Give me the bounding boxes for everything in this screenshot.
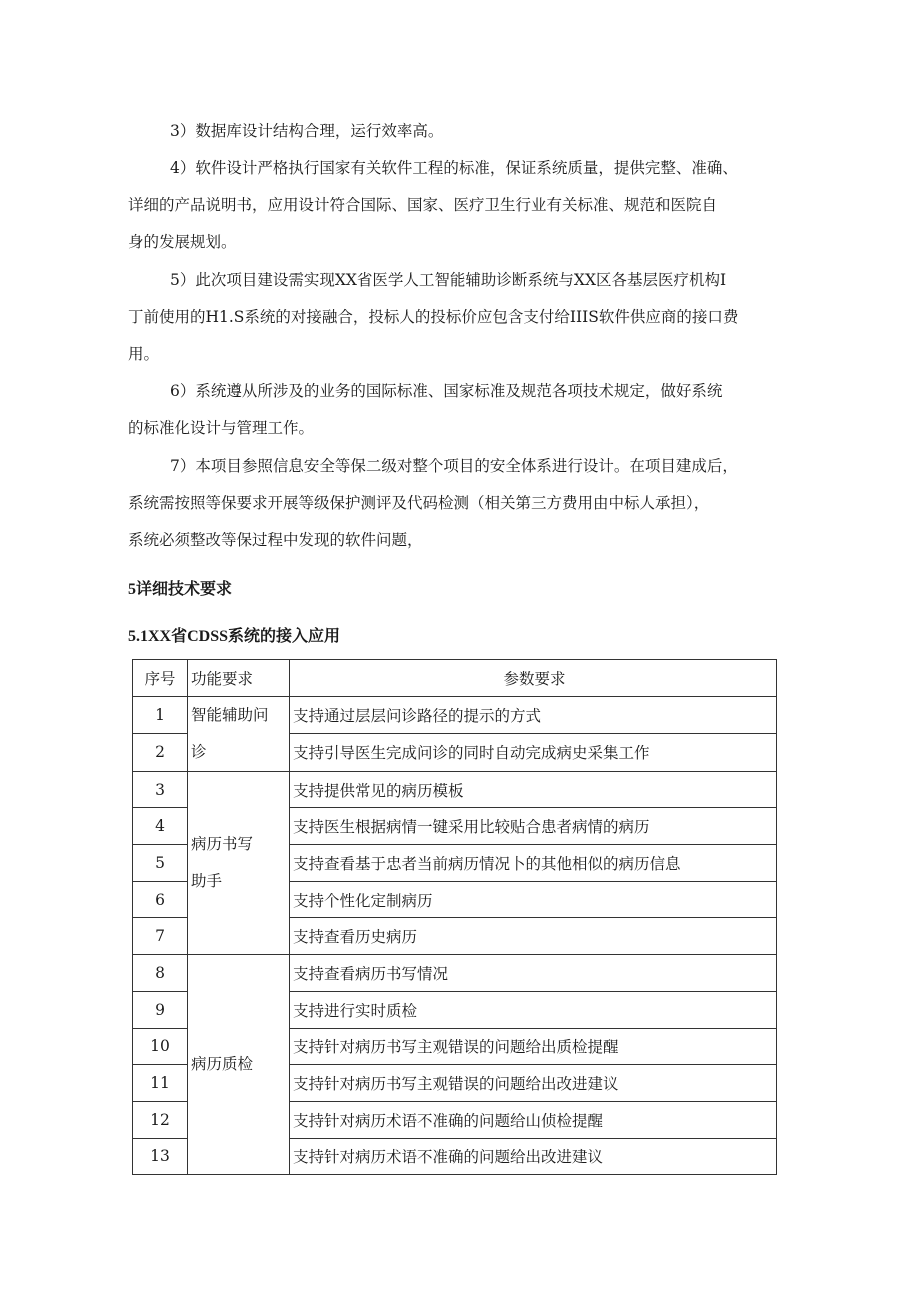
paragraph-line: 身的发展规划。 xyxy=(128,233,237,251)
row-parameter: 支持引导医生完成问诊的同时自动完成病史采集工作 xyxy=(290,734,777,772)
paragraph-line: 5）此次项目建设需实现XX省医学人工智能辅助诊断系统与XX区各基层医疗机构I xyxy=(170,271,727,289)
function-cell xyxy=(188,696,290,771)
function-cell xyxy=(188,771,290,954)
table-header-row xyxy=(133,660,777,697)
table-row xyxy=(133,696,777,734)
row-parameter: 支持针对病历书写主观错误的问题给出改进建议 xyxy=(290,1065,777,1102)
row-parameter: 支持针对病历书写主观错误的问题给出质检提醒 xyxy=(290,1028,777,1065)
row-parameter: 支持通过层层问诊路径的提示的方式 xyxy=(290,696,777,734)
function-line: 病历书写 xyxy=(191,834,254,853)
paragraph-item-4 xyxy=(128,150,788,261)
row-number: 13 xyxy=(133,1138,188,1175)
row-parameter: 支持个性化定制病历 xyxy=(290,881,777,918)
requirements-table xyxy=(132,659,777,1175)
row-parameter: 支持医生根据病情一键采用比较贴合患者病情的病历 xyxy=(290,808,777,845)
row-number: 4 xyxy=(133,808,188,845)
paragraph-line: 系统需按照等保要求开展等级保护测评及代码检测（相关第三方费用由中标人承担）， xyxy=(128,494,710,512)
paragraph-line: 详细的产品说明书，应用设计符合国际、国家、医疗卫生行业有关标准、规范和医院自 xyxy=(128,196,718,214)
paragraph-line: 系统必须整改等保过程中发现的软件问题， xyxy=(128,531,423,549)
subsection-title: 系统的接入应用 xyxy=(228,626,341,645)
row-number: 6 xyxy=(133,881,188,918)
subsection-code: CDSS xyxy=(187,628,229,645)
subsection-heading xyxy=(128,623,340,646)
function-line: 诊 xyxy=(191,742,207,761)
paragraph-line: 4）软件设计严格执行国家有关软件工程的标准，保证系统质量，提供完整、准确、 xyxy=(170,159,738,177)
subsection-number: 5.1XX xyxy=(128,628,172,645)
row-number: 9 xyxy=(133,991,188,1028)
function-line: 智能辅助问 xyxy=(191,705,269,724)
paragraph-item-3 xyxy=(128,113,788,150)
row-parameter: 支持查看历史病历 xyxy=(290,918,777,955)
row-parameter: 支持针对病历术语不准确的问题给出改进建议 xyxy=(290,1138,777,1175)
header-number: 序号 xyxy=(133,660,188,697)
paragraph-item-7 xyxy=(128,448,788,559)
table-row xyxy=(133,955,777,992)
header-function: 功能要求 xyxy=(188,660,290,697)
row-number: 12 xyxy=(133,1101,188,1138)
row-parameter: 支持针对病历术语不准确的问题给山侦检提醒 xyxy=(290,1101,777,1138)
row-number: 5 xyxy=(133,845,188,882)
row-parameter: 支持查看基于忠者当前病历情况卜的其他相似的病历信息 xyxy=(290,845,777,882)
row-parameter: 支持提供常见的病历模板 xyxy=(290,771,777,808)
section-heading xyxy=(128,576,232,599)
section-title: 详细技术要求 xyxy=(136,579,233,598)
function-cell xyxy=(188,955,290,1175)
paragraph-line: 7）本项目参照信息安全等保二级对整个项目的安全体系进行设计。在项目建成后， xyxy=(170,457,738,475)
row-number: 11 xyxy=(133,1065,188,1102)
paragraph-line: 丁前使用的H1.S系统的对接融合，投标人的投标价应包含支付给IIIS软件供应商的接口费 xyxy=(128,308,739,326)
function-line: 助手 xyxy=(191,871,223,890)
row-number: 1 xyxy=(133,696,188,734)
subsection-mid: 省 xyxy=(171,626,188,645)
paragraph-line: 6）系统遵从所涉及的业务的国际标准、国家标准及规范各项技术规定，做好系统 xyxy=(170,382,723,400)
row-number: 3 xyxy=(133,771,188,808)
header-parameter: 参数要求 xyxy=(290,660,777,697)
row-parameter: 支持查看病历书写情况 xyxy=(290,955,777,992)
section-number: 5 xyxy=(128,581,136,598)
paragraph-item-5 xyxy=(128,262,788,373)
paragraph-line: 的标准化设计与管理工作。 xyxy=(128,419,315,437)
row-number: 2 xyxy=(133,734,188,772)
function-line: 病历质检 xyxy=(191,1055,254,1074)
row-parameter: 支持进行实时质检 xyxy=(290,991,777,1028)
paragraph-line: 3）数据库设计结构合理，运行效率高。 xyxy=(170,122,444,140)
row-number: 7 xyxy=(133,918,188,955)
row-number: 10 xyxy=(133,1028,188,1065)
table-row xyxy=(133,771,777,808)
row-number: 8 xyxy=(133,955,188,992)
paragraph-item-6 xyxy=(128,373,788,447)
paragraph-line: 用。 xyxy=(128,345,160,363)
